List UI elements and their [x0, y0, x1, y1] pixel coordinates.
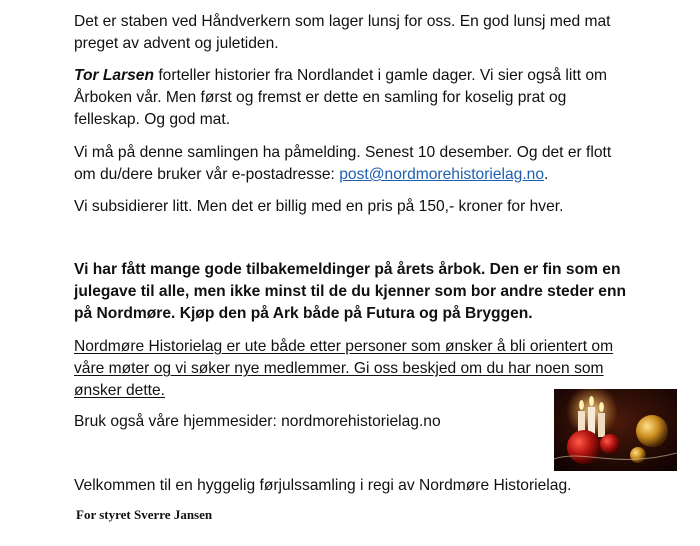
paragraph-website: Bruk også våre hjemmesider: nordmorehistorielag.no — [74, 413, 441, 430]
paragraph-yearbook: Vi har fått mange gode tilbakemeldinger på årets årbok. Den er fin som en julegave til alle, men ikke minst til de du kjenner som bor andre steder enn på Nordmøre. Kjøp den på Ark både på Futura og på Bryggen. — [74, 261, 627, 322]
registration-end: . — [544, 166, 549, 183]
christmas-candles-ornaments-photo — [554, 389, 677, 471]
speaker-name: Tor Larsen — [74, 67, 155, 84]
paragraph-membership: Nordmøre Historielag er ute både etter personer som ønsker å bli orientert om våre møter og vi søker nye medlemmer. Gi oss beskjed om du har noen som ønsker dette. — [74, 338, 614, 399]
signature: For styret Sverre Jansen — [76, 507, 213, 522]
registration-text: Vi må på denne samlingen ha påmelding. Senest 10 desember. Og det er flott om du/dere bruker vår e-postadresse: — [74, 144, 612, 183]
paragraph-welcome: Velkommen til en hyggelig førjulssamling i regi av Nordmøre Historielag. — [74, 477, 572, 494]
paragraph-speaker — [74, 65, 634, 131]
speaker-text: forteller historier fra Nordlandet i gamle dager. Vi sier også litt om Årboken vår. Men først og fremst er dette en samling for koselig prat og felleskap. Og god mat. — [74, 67, 608, 128]
email-link[interactable]: post@nordmorehistorielag.no — [339, 166, 545, 183]
paragraph-lunch: Det er staben ved Håndverkern som lager lunsj for oss. En god lunsj med mat preget av advent og juletiden. — [74, 13, 611, 52]
paragraph-price: Vi subsidierer litt. Men det er billig med en pris på 150,- kroner for hver. — [74, 198, 564, 215]
paragraph-registration — [74, 142, 634, 186]
